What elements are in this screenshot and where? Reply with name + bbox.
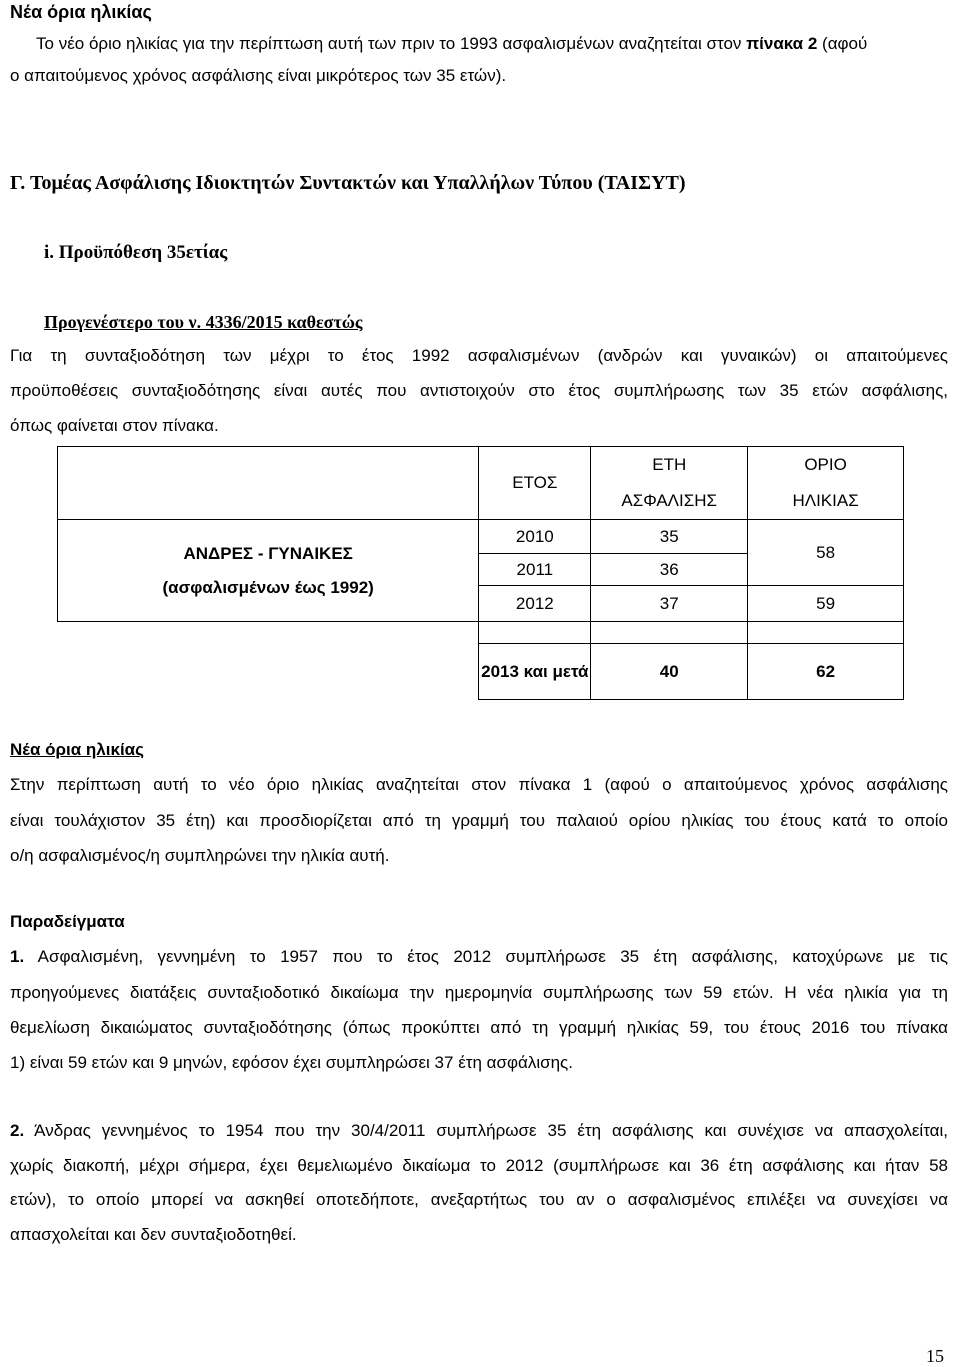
table-row (58, 520, 904, 554)
page-number: 15 (926, 1346, 944, 1366)
examples-heading: Παραδείγματα (10, 912, 125, 931)
cell-age-final: 62 (748, 644, 904, 700)
table-spacer-row (58, 622, 904, 644)
cell-age: 59 (748, 586, 904, 622)
paragraph-line: ο/η ασφαλισμένος/η συμπληρώνει την ηλικία αυτή. (10, 846, 390, 865)
table-reference: πίνακα 2 (746, 34, 818, 53)
example-2-line: χωρίς διακοπή, μέχρι σήμερα, έχει θεμελιωμένο δικαίωμα το 2012 (συμπλήρωσε και 36 έτη ασφάλισης και ήταν 58 (10, 1156, 948, 1175)
section-heading-new-age-limits: Νέα όρια ηλικίας (10, 2, 152, 22)
table-row-final (58, 644, 904, 700)
paragraph-line: προϋποθέσεις συνταξιοδότησης είναι αυτές που αντιστοιχούν στο έτος συμπλήρωσης των 35 ετών ασφάλισης, (10, 381, 948, 400)
table-corner-cell (58, 447, 479, 520)
text-span: Το νέο όριο ηλικίας για την περίπτωση αυτή των πριν το 1993 ασφαλισμένων αναζητείται στον (36, 34, 747, 53)
paragraph-line: Στην περίπτωση αυτή το νέο όριο ηλικίας αναζητείται στον πίνακα 1 (αφού ο απαιτούμενος χρόνος ασφάλισης (10, 775, 948, 794)
spacer-cell (591, 622, 748, 644)
header-years-insurance-line2: ΑΣΦΑΛΙΣΗΣ (621, 491, 718, 510)
header-year-label: ΕΤΟΣ (512, 473, 558, 492)
header-age-limit (748, 447, 904, 520)
example-2-line (10, 1121, 948, 1141)
law-heading: Προγενέστερο του ν. 4336/2015 καθεστώς (44, 312, 363, 332)
spacer-cell (479, 622, 591, 644)
header-years-insurance (591, 447, 748, 520)
spacer-cell (748, 622, 904, 644)
group-label-cell (58, 520, 479, 622)
cell-years-insurance: 35 (591, 520, 748, 554)
section-heading-new-age-limits-2: Νέα όρια ηλικίας (10, 740, 144, 759)
paragraph-line (36, 34, 867, 54)
paragraph-line: είναι τουλάχιστον 35 έτη) και προσδιορίζεται από τη γραμμή του παλαιού ορίου ηλικίας του έτους κατά το οποίο (10, 811, 948, 830)
example-1-line: 1) είναι 59 ετών και 9 μηνών, εφόσον έχει συμπληρώσει 37 έτη ασφάλισης. (10, 1053, 573, 1072)
example-number: 1. (10, 947, 25, 966)
header-years-insurance-line1: ΕΤΗ (652, 455, 687, 474)
empty-cell (58, 644, 479, 700)
example-1-line: προηγούμενες διατάξεις συνταξιοδοτικό δικαίωμα την ημερομηνία συμπλήρωσης των 59 ετών. Η νέα ηλικία για τη (10, 983, 948, 1002)
cell-years-insurance: 37 (591, 586, 748, 622)
cell-year: 2012 (479, 586, 591, 622)
group-label-line2: (ασφαλισμένων έως 1992) (162, 577, 374, 597)
text-span: (αφού (817, 34, 868, 53)
retirement-table (57, 446, 904, 700)
group-label-line1: ΑΝΔΡΕΣ - ΓΥΝΑΙΚΕΣ (183, 543, 353, 563)
subheading-35-years: i. Προϋπόθεση 35ετίας (44, 242, 228, 263)
header-year (479, 447, 591, 520)
cell-year-final: 2013 και μετά (479, 644, 591, 700)
header-age-line1: ΟΡΙΟ (804, 455, 847, 474)
paragraph-line: όπως φαίνεται στον πίνακα. (10, 416, 219, 435)
cell-years-insurance: 36 (591, 554, 748, 586)
cell-year: 2011 (479, 554, 591, 586)
cell-age-shared: 58 (748, 520, 904, 586)
paragraph-line: Για τη συνταξιοδότηση των μέχρι το έτος 1992 ασφαλισμένων (ανδρών και γυναικών) οι απαιτούμενες (10, 346, 948, 365)
example-1-line (10, 947, 948, 967)
section-heading-taisyt: Γ. Τομέας Ασφάλισης Ιδιοκτητών Συντακτών και Υπαλλήλων Τύπου (ΤΑΙΣΥΤ) (10, 172, 686, 194)
example-2-line: απασχολείται και δεν συνταξιοδοτηθεί. (10, 1225, 297, 1244)
paragraph-line: ο απαιτούμενος χρόνος ασφάλισης είναι μικρότερος των 35 ετών). (10, 66, 507, 85)
text-span: Άνδρας γεννημένος το 1954 που την 30/4/2011 συμπλήρωσε 35 έτη ασφάλισης και συνέχισε να απασχολείται, (24, 1121, 948, 1140)
example-number: 2. (10, 1121, 25, 1140)
cell-year: 2010 (479, 520, 591, 554)
header-age-line2: ΗΛΙΚΙΑΣ (792, 491, 859, 510)
text-span: Ασφαλισμένη, γεννημένη το 1957 που το έτος 2012 συμπλήρωσε 35 έτη ασφάλισης, κατοχύρωνε με τις (24, 947, 948, 966)
example-1-line: θεμελίωση δικαιώματος συνταξιοδότησης (όπως προκύπτει από τη γραμμή ηλικίας 59, του έτους 2016 του πίνακα (10, 1018, 948, 1037)
cell-years-insurance-final: 40 (591, 644, 748, 700)
spacer-cell (58, 622, 479, 644)
example-2-line: ετών), το οποίο μπορεί να ασκηθεί οποτεδήποτε, ανεξαρτήτως του αν ο ασφαλισμένος επιλέξει να συνεχίσει να (10, 1190, 948, 1209)
table-header-row (58, 447, 904, 520)
